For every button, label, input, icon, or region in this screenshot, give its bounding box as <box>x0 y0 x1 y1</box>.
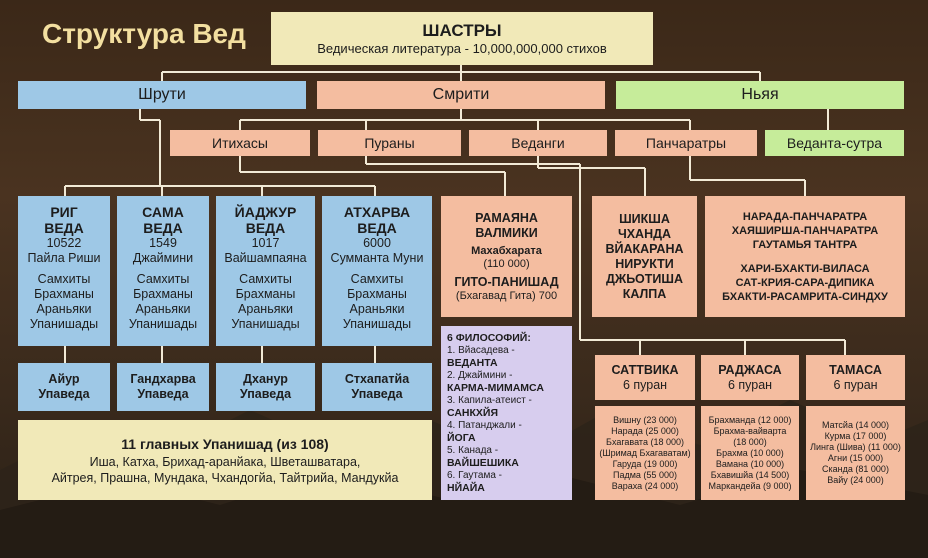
vedanga-item: ДЖЬОТИША <box>606 271 683 286</box>
veda-part: Упанишады <box>231 317 300 331</box>
purany-label: Пураны <box>364 135 415 151</box>
philosophies-box <box>441 326 572 500</box>
itihasy-label: Итихасы <box>212 135 268 151</box>
purana-list-sattvika <box>595 406 695 500</box>
veda-part: Брахманы <box>133 287 193 301</box>
philosophy-prefix: 1. Вйасадева - <box>447 345 515 356</box>
vedanga-item: ШИКША <box>619 211 670 226</box>
veda-name: АТХАРВА <box>343 204 411 220</box>
mahabharata-label: Махабхарата <box>471 244 542 257</box>
pancharatra-item: ГАУТАМЬЯ ТАНТРА <box>752 238 858 251</box>
purana-item: Матсйа (14 000) <box>822 420 889 430</box>
shastras-title: ШАСТРЫ <box>422 21 502 40</box>
shruti-label: Шрути <box>138 86 186 103</box>
veda-name: ВЕДА <box>245 220 286 236</box>
pancharatry-box <box>615 130 757 156</box>
pancharatras-box <box>705 196 905 317</box>
vedanga-item: ВЙАКАРАНА <box>605 241 684 256</box>
shastras-subtitle: Ведическая литература - 10,000,000,000 стихов <box>317 41 607 56</box>
pancharatra-item: САТ-КРИЯ-САРА-ДИПИКА <box>735 276 875 289</box>
purana-group-sub: 6 пуран <box>727 377 773 392</box>
vedangas-box <box>592 196 697 317</box>
veda-part: Араньяки <box>349 302 405 316</box>
veda-count: 1549 <box>149 236 177 250</box>
purana-item: Брахма (10 000) <box>716 447 784 458</box>
veda-part: Брахманы <box>34 287 94 301</box>
purana-item: (Шримад Бхагаватам) <box>599 447 691 458</box>
vedanga-item: КАЛПА <box>622 286 667 301</box>
veda-count: 1017 <box>251 236 280 250</box>
vedanga-item: НИРУКТИ <box>615 256 674 271</box>
purany-box <box>318 130 461 156</box>
purana-item: Бхавишйа (14 500) <box>710 469 790 480</box>
vedangi-box <box>469 130 607 156</box>
ramayana-title: РАМАЯНА <box>475 210 538 225</box>
upaveda-label: Упаведа <box>351 387 403 401</box>
veda-part: Араньяки <box>36 302 92 316</box>
purana-item: Вишну (23 000) <box>613 414 677 425</box>
veda-name: ВЕДА <box>357 220 397 236</box>
purana-item: Бхагавата (18 000) <box>606 436 684 447</box>
pancharatry-label: Панчаратры <box>645 135 727 151</box>
veda-part: Упанишады <box>342 317 412 331</box>
upaveda-label: Упаведа <box>38 387 90 401</box>
gita-subtitle: (Бхагавад Гита) <box>455 289 536 302</box>
upaveda-name: Гандхарва <box>130 372 196 386</box>
upaveda-name: Айур <box>48 372 80 386</box>
upaveda-box-sthapatya <box>322 363 432 411</box>
philosophy-name: НЙАЙА <box>447 482 485 494</box>
veda-part: Араньяки <box>135 302 191 316</box>
veda-box-yajur <box>216 196 315 346</box>
purana-group-name: РАДЖАСА <box>718 362 782 377</box>
purana-item: Маркандейа (9 000) <box>708 480 792 491</box>
vedangi-label: Веданги <box>511 135 565 151</box>
gita-count: 700 <box>538 289 558 302</box>
veda-count: 6000 <box>363 236 391 250</box>
philosophy-name: ВАЙШЕШИКА <box>447 457 519 469</box>
philosophy-prefix: 6. Гаутама - <box>447 470 502 481</box>
purana-item: Линга (Шива) (11 000) <box>810 442 901 452</box>
philosophy-name: ЙОГА <box>447 432 476 444</box>
purana-item: Вайу (24 000) <box>827 475 884 485</box>
itihasy-box <box>170 130 310 156</box>
veda-part: Брахманы <box>347 287 407 301</box>
purana-item: Гаруда (19 000) <box>612 458 678 469</box>
purana-item: Сканда (81 000) <box>822 464 889 474</box>
shastras-box <box>271 12 653 65</box>
nyaya-label: Ньяя <box>741 86 779 103</box>
vedanga-item: ЧХАНДА <box>617 226 672 241</box>
philosophy-prefix: 2. Джаймини - <box>447 370 513 381</box>
purana-item: Агни (15 000) <box>827 453 884 463</box>
smriti-label: Смрити <box>432 86 490 103</box>
veda-name: ВЕДА <box>44 220 84 236</box>
upaveda-label: Упаведа <box>137 387 189 401</box>
mahabharata-count: (110 000) <box>483 257 530 270</box>
purana-group-rajasa <box>701 355 799 400</box>
purana-item: (18 000) <box>733 436 767 447</box>
upaveda-name: Дханур <box>243 372 288 386</box>
veda-part: Упанишады <box>128 317 198 331</box>
veda-count: 10522 <box>46 236 82 250</box>
purana-item: Нарада (25 000) <box>611 425 679 436</box>
philosophy-prefix: 5. Канада - <box>447 445 499 456</box>
upaveda-label: Упаведа <box>239 387 292 401</box>
veda-rishi: Сумманта Муни <box>330 251 424 265</box>
veda-rishi: Пайла Риши <box>27 251 101 265</box>
purana-group-name: ТАМАСА <box>829 362 882 377</box>
upanishads-box <box>18 420 432 500</box>
pancharatra-item: НАРАДА-ПАНЧАРАТРА <box>742 210 868 223</box>
shruti-box <box>18 81 306 109</box>
upanishads-line: Иша, Катха, Брихад-аранйака, Шветашватара, <box>89 455 361 469</box>
nyaya-box <box>616 81 904 109</box>
veda-name: ВЕДА <box>143 220 183 236</box>
veda-part: Самхиты <box>239 272 292 286</box>
ramayana-author: ВАЛМИКИ <box>475 225 538 240</box>
veda-part: Самхиты <box>136 272 190 286</box>
purana-item: Вараха (24 000) <box>611 480 679 491</box>
philosophy-name: КАРМА-МИМАМСА <box>447 382 544 394</box>
purana-list-rajasa <box>701 406 799 500</box>
itihasa-works-box <box>441 196 572 317</box>
veda-part: Самхиты <box>37 272 91 286</box>
pancharatra-item: ХАРИ-БХАКТИ-ВИЛАСА <box>740 262 870 275</box>
upaveda-box-gandharva <box>117 363 209 411</box>
veda-rishi: Джаймини <box>132 251 194 265</box>
purana-group-sub: 6 пуран <box>622 377 668 392</box>
philosophy-prefix: 3. Капила-атеист - <box>447 395 532 406</box>
upaveda-name: Стхапатйа <box>344 372 410 386</box>
veda-part: Самхиты <box>350 272 404 286</box>
veda-box-sama <box>117 196 209 346</box>
vedanta-sutra-label: Веданта-сутра <box>786 135 883 151</box>
philosophy-name: ВЕДАНТА <box>447 357 498 369</box>
purana-item: Брахма-вайварта <box>713 425 787 436</box>
gita-title: ГИТО-ПАНИШАД <box>454 274 559 289</box>
philosophy-name: САНКХЙЯ <box>447 407 498 419</box>
purana-item: Падма (55 000) <box>613 469 677 480</box>
veda-name: ЙАДЖУР <box>234 204 297 220</box>
veda-part: Упанишады <box>29 317 99 331</box>
philosophies-title: 6 ФИЛОСОФИЙ: <box>447 332 531 344</box>
veda-part: Брахманы <box>235 287 296 301</box>
veda-name: САМА <box>142 204 184 220</box>
upanishads-line: Айтрея, Прашна, Мундака, Чхандогйа, Тайтрийа, Мандукйа <box>51 471 399 485</box>
purana-item: Брахманда (12 000) <box>708 414 792 425</box>
pancharatra-item: БХАКТИ-РАСАМРИТА-СИНДХУ <box>722 290 888 303</box>
purana-item: Курма (17 000) <box>824 431 887 441</box>
veda-name: РИГ <box>50 204 78 220</box>
vedanta-sutra-box <box>765 130 904 156</box>
purana-item: Вамана (10 000) <box>715 458 785 469</box>
philosophy-prefix: 4. Патанджали - <box>447 420 522 431</box>
page-title: Структура Вед <box>42 18 246 49</box>
upanishads-title: 11 главных Упанишад (из 108) <box>121 436 329 452</box>
purana-group-sattvika <box>595 355 695 400</box>
pancharatra-item: ХАЯШИРША-ПАНЧАРАТРА <box>731 224 879 237</box>
upaveda-box-ayur <box>18 363 110 411</box>
veda-box-rig <box>18 196 110 346</box>
veda-rishi: Вайшампаяна <box>224 251 307 265</box>
upaveda-box-dhanur <box>216 363 315 411</box>
purana-group-sub: 6 пуран <box>833 377 878 392</box>
purana-group-tamasa <box>806 355 905 400</box>
purana-group-name: САТТВИКА <box>611 362 679 377</box>
veda-box-atharva <box>322 196 432 346</box>
purana-list-tamasa <box>806 406 905 500</box>
smriti-box <box>317 81 605 109</box>
veda-part: Араньяки <box>238 302 293 316</box>
